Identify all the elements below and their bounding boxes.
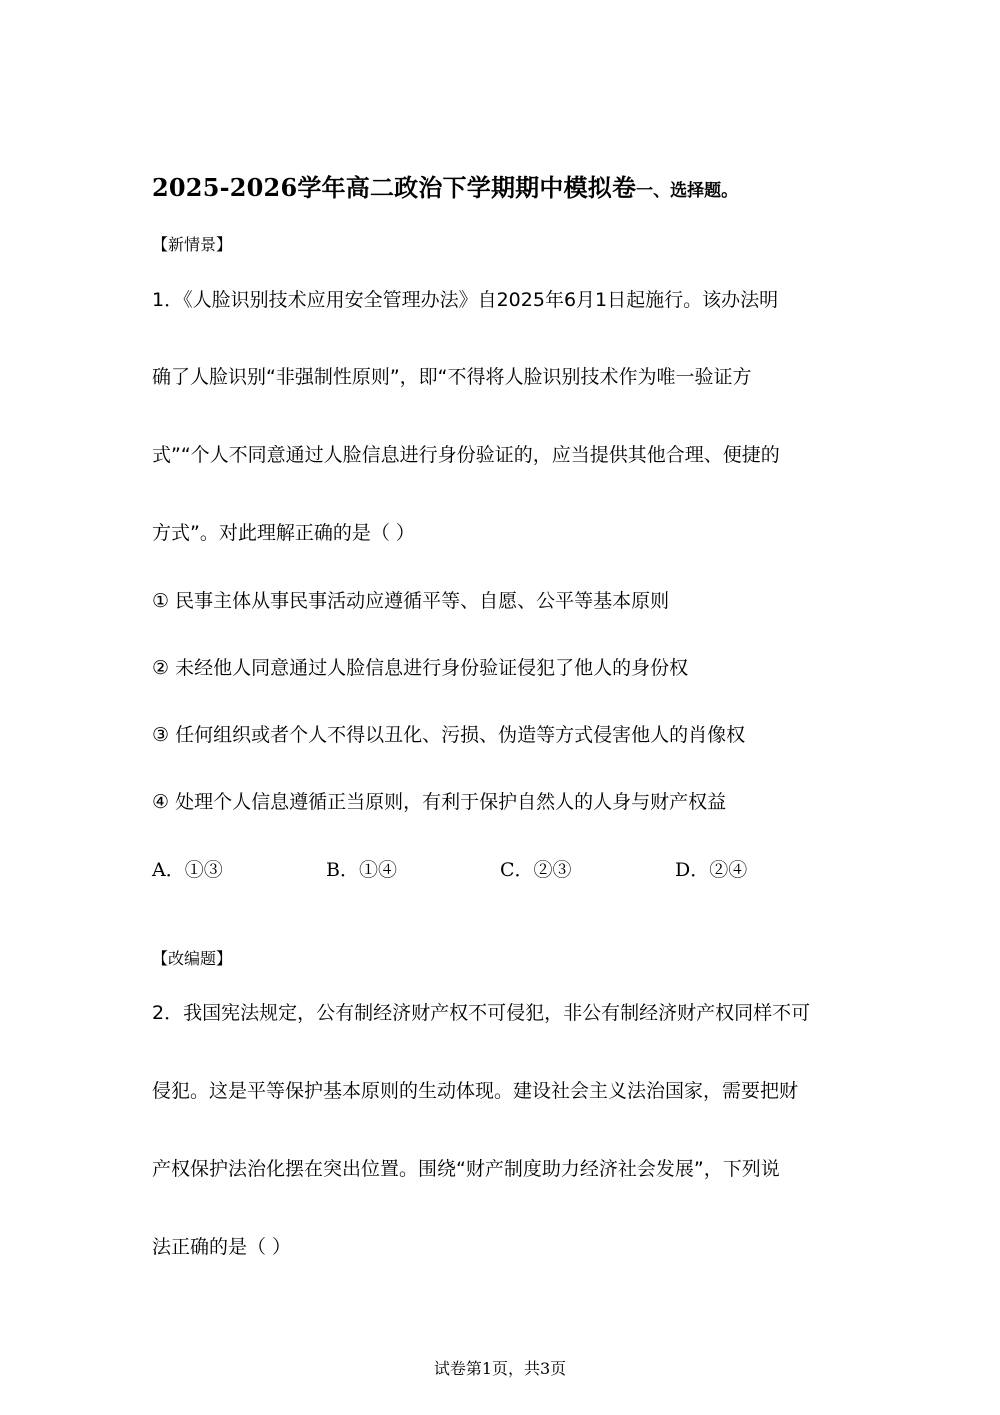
question-2-stem-line-3: 产权保护法治化摆在突出位置。围绕“财产制度助力经济社会发展”，下列说 bbox=[152, 1158, 780, 1180]
question-1-statement-4: ④ 处理个人信息遵循正当原则，有利于保护自然人的人身与财产权益 bbox=[152, 791, 727, 813]
question-1-option-b[interactable]: B．①④ bbox=[326, 859, 397, 881]
question-1-stem-line-1: 1．《人脸识别技术应用安全管理办法》自2025年6月1日起施行。该办法明 bbox=[152, 289, 779, 311]
question-2-stem-line-4: 法正确的是（ ） bbox=[152, 1236, 292, 1258]
question-1-tag: 【新情景】 bbox=[152, 235, 233, 254]
question-1-option-c[interactable]: C．②③ bbox=[500, 859, 572, 881]
page-title bbox=[152, 168, 738, 203]
exam-title: 2025-2026学年高二政治下学期期中模拟卷 bbox=[152, 173, 637, 202]
question-1-statement-3: ③ 任何组织或者个人不得以丑化、污损、伪造等方式侵害他人的肖像权 bbox=[152, 724, 746, 746]
question-2-tag: 【改编题】 bbox=[152, 949, 233, 968]
page-footer: 试卷第1页，共3页 bbox=[433, 1359, 567, 1378]
question-1-stem-line-2: 确了人脸识别“非强制性原则”，即“不得将人脸识别技术作为唯一验证方 bbox=[152, 366, 752, 388]
section-heading: 一、选择题。 bbox=[636, 181, 739, 201]
question-2-stem-line-1: 2．我国宪法规定，公有制经济财产权不可侵犯，非公有制经济财产权同样不可 bbox=[152, 1002, 811, 1024]
question-1-stem-line-4: 方式”。对此理解正确的是（ ） bbox=[152, 522, 415, 544]
question-1-option-a[interactable]: A．①③ bbox=[152, 859, 223, 881]
question-2-stem-line-2: 侵犯。这是平等保护基本原则的生动体现。建设社会主义法治国家，需要把财 bbox=[152, 1080, 799, 1102]
question-1-statement-2: ② 未经他人同意通过人脸信息进行身份验证侵犯了他人的身份权 bbox=[152, 657, 689, 679]
question-1-option-d[interactable]: D．②④ bbox=[675, 859, 748, 881]
question-1-stem-line-3: 式”“个人不同意通过人脸信息进行身份验证的，应当提供其他合理、便捷的 bbox=[152, 444, 780, 466]
question-1-statement-1: ① 民事主体从事民事活动应遵循平等、自愿、公平等基本原则 bbox=[152, 590, 670, 612]
